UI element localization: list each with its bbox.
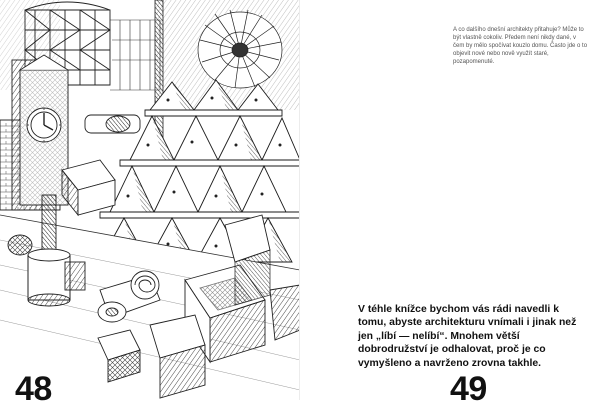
page-number-right: 49 (450, 370, 487, 408)
left-page (0, 0, 300, 400)
body-paragraph: V téhle knížce bychom vás rádi navedli k tomu, abyste architekturu vnímali i jinak než jen „líbí — nelíbí“. Mnohem větší dobrodružství je odhalovat, proč je co vymyšleno a navrženo zrovna takhle. (358, 304, 577, 369)
page-number-left: 48 (15, 370, 52, 408)
pencil-sketch-house-of-cards-icon (0, 0, 300, 400)
intro-paragraph: A co dalšího dnešní architekty přitahuje? Může to být vlastně cokoliv. Předem není nikdy dané, v čem by mělo spočívat kouzlo domu. Často jde o to objevit nové nebo nově využít staré, pozapomenuté. (453, 27, 588, 65)
